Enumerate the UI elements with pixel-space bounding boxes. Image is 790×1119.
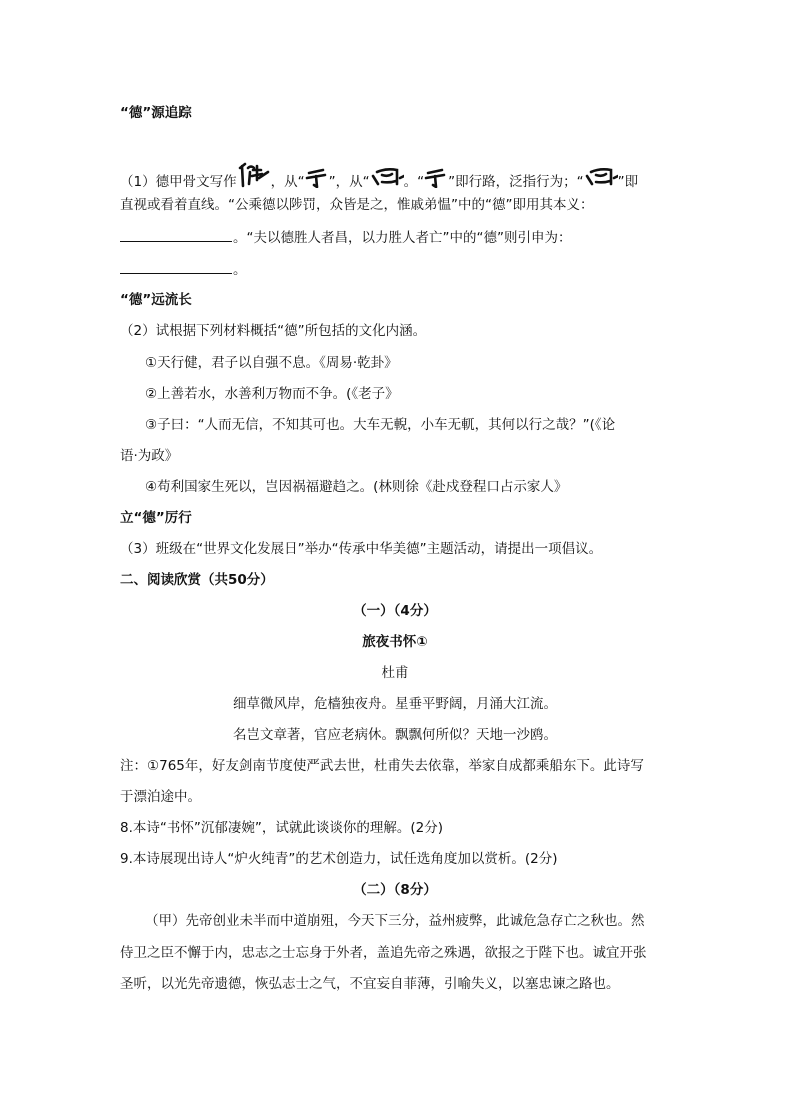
poem-line-1: 细草微风岸，危樯独夜舟。星垂平野阔，月涌大江流。 [233, 696, 557, 712]
answer-blank-1[interactable] [120, 227, 232, 242]
answer-blank-2[interactable] [120, 259, 232, 274]
passage-line-2: 侍卫之臣不懈于内，忠志之士忘身于外者，盖追先帝之殊遇，欲报之于陛下也。诚宜开张 [120, 945, 647, 961]
question-1-line-1 [120, 162, 638, 192]
question-2: （2）试根据下列材料概括“德”所包括的文化内涵。 [120, 323, 427, 339]
section-heading-lineage: “德”远流长 [120, 292, 192, 308]
oracle-bone-chi-glyph-icon-2 [424, 166, 448, 188]
passage-line-3: 圣听，以光先帝遗德，恢弘志士之气，不宜妄自菲薄，引喻失义，以塞忠谏之路也。 [120, 976, 620, 992]
q1-text-5: ”即行路，泛指行为；“ [448, 174, 584, 190]
section-heading-practice: 立“德”厉行 [120, 510, 192, 526]
poem-line-2: 名岂文章著，官应老病休。飘飘何所似？天地一沙鸥。 [233, 727, 557, 743]
oracle-bone-chi-glyph-icon [305, 166, 329, 188]
material-item-3-continued: 语·为政》 [120, 448, 179, 464]
question-1-line-3 [120, 227, 571, 248]
poem-note-line-2: 于漂泊途中。 [120, 789, 201, 805]
passage-line-1: （甲）先帝创业未半而中道崩殂，今天下三分，益州疲弊，此诚危急存亡之秋也。然 [145, 913, 645, 929]
oracle-bone-de-glyph-icon [237, 162, 271, 188]
oracle-bone-eye-line-glyph-icon-2 [584, 164, 618, 188]
q1-text-2: ，从“ [270, 174, 305, 190]
question-8: 8.本诗“书怀”沉郁凄婉”，试就此谈谈你的理解。(2分) [120, 820, 443, 836]
q1-line3-text: 。“夫以德胜人者昌，以力胜人者亡”中的“德”则引申为： [233, 230, 572, 246]
q1-text-6: ”即 [617, 174, 639, 190]
question-1-line-2: 直视或看着直线。“公乘德以陟罚，众皆是之，惟戚弟愠”中的“德”即用其本义： [120, 197, 594, 213]
q1-text-3: ”，从“ [328, 174, 370, 190]
question-1-line-4 [120, 259, 247, 280]
subsection-1-heading: （一）（4分） [353, 603, 437, 619]
part-two-heading: 二、阅读欣赏（共50分） [120, 572, 274, 588]
poem-title: 旅夜书怀① [362, 634, 428, 650]
material-item-1: ①天行健，君子以自强不息。《周易·乾卦》 [145, 355, 398, 371]
question-3: （3）班级在“世界文化发展日”举办“传承中华美德”主题活动，请提出一项倡议。 [120, 541, 603, 557]
section-heading-origin: “德”源追踪 [120, 105, 192, 121]
question-9: 9.本诗展现出诗人“炉火纯青”的艺术创造力，试任选角度加以赏析。(2分) [120, 851, 558, 867]
subsection-2-heading: （二）（8分） [353, 882, 437, 898]
q1-text-4: 。“ [403, 174, 425, 190]
poem-note-line-1: 注：①765年，好友剑南节度使严武去世，杜甫失去依靠，举家自成都乘船东下。此诗写 [120, 758, 644, 774]
q1-text-1: （1）德甲骨文写作 [120, 174, 237, 190]
poem-author: 杜甫 [381, 665, 409, 681]
q1-line4-text: 。 [233, 262, 247, 278]
material-item-3: ③子曰：“人而无信，不知其可也。大车无輗，小车无軏，其何以行之哉？”(《论 [145, 417, 616, 433]
material-item-4: ④苟利国家生死以，岂因祸福避趋之。(林则徐《赴戍登程口占示家人》 [145, 479, 568, 495]
oracle-bone-eye-line-glyph-icon [370, 164, 404, 188]
material-item-2: ②上善若水，水善利万物而不争。(《老子》 [145, 386, 399, 402]
